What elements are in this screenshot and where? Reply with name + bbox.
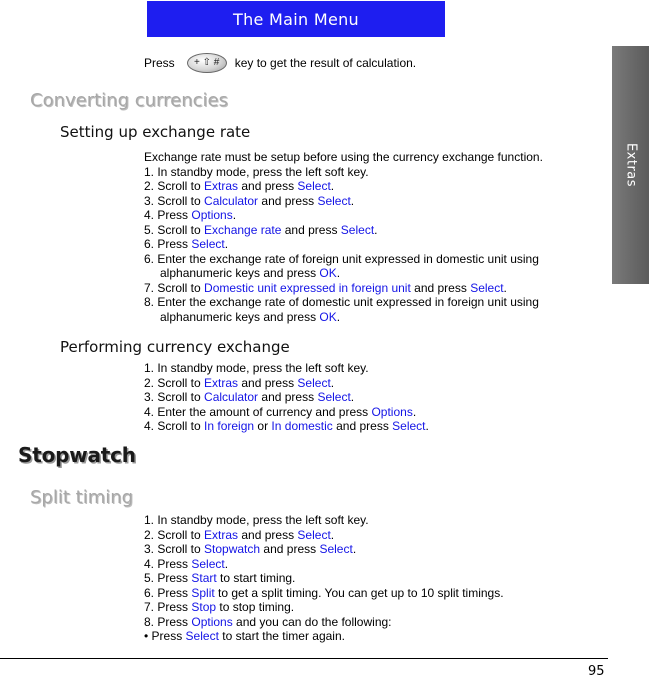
intro-rest: key to get the result of calculation. bbox=[234, 56, 417, 70]
header-title: The Main Menu bbox=[233, 9, 359, 29]
setup-step: 4. Press Options. bbox=[144, 208, 237, 222]
setup-step: 7. Scroll to Domestic unit expressed in foreign unit and press Select. bbox=[144, 280, 507, 295]
split-step: 8. Press Options and you can do the following: bbox=[144, 614, 392, 629]
setup-step-cont: alphanumeric keys and press OK. bbox=[160, 266, 341, 280]
setup-step-cont: alphanumeric keys and press OK. bbox=[160, 309, 341, 324]
key-icon: + ⇧ # bbox=[187, 53, 227, 73]
split-step: 2. Scroll to Extras and press Select. bbox=[144, 527, 335, 542]
footer-divider bbox=[0, 658, 608, 659]
heading-perform: Performing currency exchange bbox=[60, 338, 290, 356]
page-number: 95 bbox=[588, 664, 605, 679]
side-tab[interactable] bbox=[612, 46, 649, 284]
split-step: 3. Scroll to Stopwatch and press Select. bbox=[144, 542, 357, 556]
perform-step: 3. Scroll to Calculator and press Select. bbox=[144, 390, 355, 404]
setup-step: 8. Enter the exchange rate of domestic unit expressed in foreign unit using bbox=[144, 295, 539, 309]
split-step: 4. Press Select. bbox=[144, 556, 229, 571]
perform-step: 4. Scroll to In foreign or In domestic and press Select. bbox=[144, 419, 429, 433]
side-tab-label: Extras bbox=[623, 142, 638, 188]
perform-step: 2. Scroll to Extras and press Select. bbox=[144, 375, 335, 390]
intro-press: Press bbox=[144, 56, 175, 70]
split-step: 1. In standby mode, press the left soft key. bbox=[144, 513, 369, 527]
setup-step: 3. Scroll to Calculator and press Select. bbox=[144, 193, 355, 208]
setup-step: 6. Enter the exchange rate of foreign unit expressed in domestic unit using bbox=[144, 251, 539, 266]
split-step: 5. Press Start to start timing. bbox=[144, 571, 296, 585]
heading-setup: Setting up exchange rate bbox=[60, 123, 251, 141]
split-steps bbox=[144, 513, 604, 644]
perform-step: 1. In standby mode, press the left soft key. bbox=[144, 361, 369, 375]
setup-step: 5. Scroll to Exchange rate and press Select. bbox=[144, 222, 378, 237]
setup-step: 2. Scroll to Extras and press Select. bbox=[144, 179, 335, 193]
heading-split-timing: Split timing bbox=[30, 487, 134, 508]
heading-stopwatch: Stopwatch bbox=[18, 443, 136, 467]
page-header bbox=[147, 1, 445, 37]
perform-step: 4. Enter the amount of currency and press Options. bbox=[144, 404, 417, 419]
setup-intro: Exchange rate must be setup before using the currency exchange function. bbox=[144, 150, 543, 164]
perform-steps bbox=[144, 361, 604, 434]
setup-steps bbox=[144, 150, 604, 324]
split-step: 7. Press Stop to stop timing. bbox=[144, 600, 295, 614]
heading-converting: Converting currencies bbox=[30, 90, 228, 111]
split-step: 6. Press Split to get a split timing. You can get up to 10 split timings. bbox=[144, 585, 504, 600]
split-step: • Press Select to start the timer again. bbox=[144, 629, 345, 643]
intro-line bbox=[144, 53, 416, 73]
setup-step: 1. In standby mode, press the left soft key. bbox=[144, 164, 369, 179]
setup-step: 6. Press Select. bbox=[144, 237, 229, 251]
